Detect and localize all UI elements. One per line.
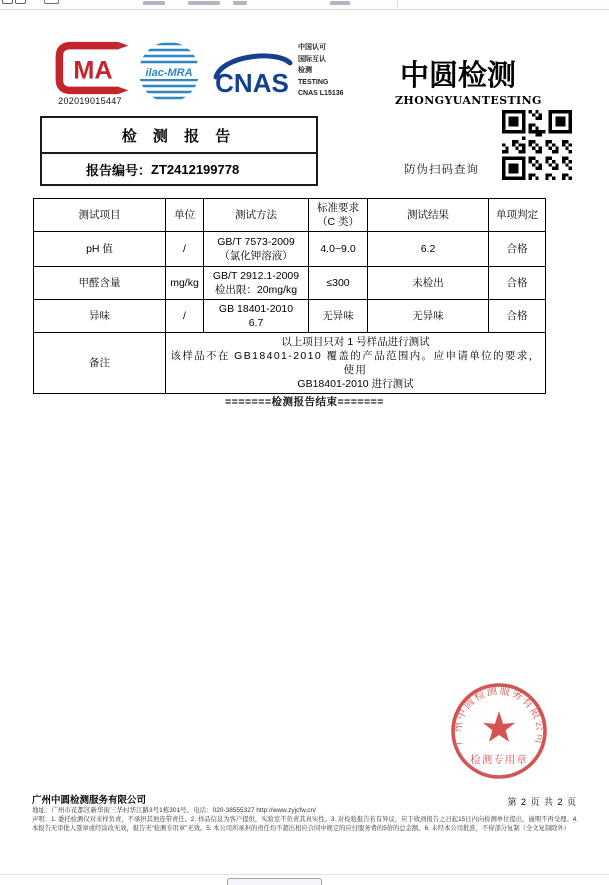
toolbar-page-icon[interactable]: [2, 0, 13, 4]
ilac-mra-label: ilac-MRA: [145, 67, 193, 79]
cell-item: 甲醛含量: [34, 267, 166, 300]
footer-company-name: 广州中圆检测服务有限公司: [32, 795, 147, 806]
stamp-center-label: 检测专用章: [470, 754, 528, 766]
qr-caption: 防伪扫码查询: [404, 164, 479, 176]
accreditation-line: CNAS L15136: [298, 90, 344, 97]
toolbar-label-fragment[interactable]: [143, 1, 165, 5]
cell-verdict: 合格: [489, 267, 546, 300]
remark-line: 该样品不在 GB18401-2010 覆盖的产品范围内。应申请单位的要求，使用: [170, 350, 541, 376]
remark-row: [34, 333, 546, 394]
accreditation-text: [298, 42, 344, 100]
table-row: [34, 300, 546, 333]
cma-cert-number: 202019015447: [58, 96, 122, 106]
floating-toolbar-clipped[interactable]: [227, 878, 322, 885]
cell-method: [204, 300, 309, 333]
cell-result: 6.2: [368, 232, 489, 267]
cell-requirement: 4.0~9.0: [309, 232, 368, 267]
report-number-label: 报告编号：: [86, 162, 152, 178]
cell-verdict: 合格: [489, 232, 546, 267]
method-line: 6.7: [248, 317, 264, 329]
accreditation-line: 国际互认: [298, 55, 326, 63]
col-header-method: 测试方法: [204, 199, 309, 232]
cnas-letters: CNAS: [215, 68, 289, 98]
cell-method: [204, 267, 309, 300]
cell-item: pH 值: [34, 232, 166, 267]
method-line: GB/T 2912.1-2009: [212, 270, 300, 282]
table-row: [34, 232, 546, 267]
accreditation-line: TESTING: [298, 78, 329, 86]
cell-item: 异味: [34, 300, 166, 333]
footer-page-info: 第 2 页 共 2 页: [507, 797, 577, 807]
company-name-en: ZHONGYUANTESTING: [395, 94, 542, 107]
report-end-marker: =======检测报告结束=======: [225, 396, 384, 408]
report-number-row: [42, 154, 316, 184]
stamp-star-icon: [483, 711, 515, 742]
cell-method: [204, 232, 309, 267]
cma-letters: MA: [73, 56, 113, 85]
report-number: ZT2412199778: [151, 161, 240, 177]
stamp-ring-text: 广州中圆检测服务有限公司: [451, 684, 547, 747]
method-line: GB/T 7573-2009: [217, 236, 295, 248]
cell-verdict: 合格: [489, 300, 546, 333]
results-table: [33, 198, 545, 394]
col-header-result: 测试结果: [368, 199, 489, 232]
cell-requirement: 无异味: [309, 300, 368, 333]
toolbar-thumbnail-icon[interactable]: [44, 0, 59, 4]
method-line: （氯化钾溶液）: [219, 250, 293, 262]
page-bottom-edge: [0, 874, 609, 875]
col-header-item: 测试项目: [34, 199, 166, 232]
requirement-line2: （C 类）: [317, 216, 359, 228]
toolbar-page-icon[interactable]: [15, 0, 26, 4]
remark-label: 备注: [34, 333, 166, 394]
cell-result: 未检出: [368, 267, 489, 300]
method-line: 检出限：20mg/kg: [214, 284, 298, 296]
accreditation-line: 检测: [298, 67, 312, 74]
cell-unit: /: [166, 300, 204, 333]
toolbar-divider: [397, 0, 398, 9]
toolbar-label-fragment[interactable]: [233, 1, 247, 5]
col-header-verdict: 单项判定: [489, 199, 546, 232]
cell-result: 无异味: [368, 300, 489, 333]
remark-line: 以上项目只对 1 号样品进行测试: [281, 336, 430, 348]
toolbar-label-fragment[interactable]: [188, 1, 220, 5]
cell-requirement: ≤300: [309, 267, 368, 300]
cma-logo: [52, 40, 132, 101]
requirement-line1: 标准要求: [317, 202, 359, 214]
table-row: [34, 267, 546, 300]
company-name-cn: 中圆检测: [399, 58, 516, 92]
footer-address: 地址：广州市花都区新华街三华村华江路3号1栋301号，电话：020-38555327 http://www.zyjcfw.cn/: [32, 807, 316, 814]
col-header-requirement: [309, 199, 368, 232]
remark-line: GB18401-2010 进行测试: [297, 378, 414, 390]
cell-unit: mg/kg: [166, 267, 204, 300]
viewer-toolbar[interactable]: [0, 0, 609, 10]
ilac-mra-logo: [137, 40, 201, 109]
qr-code: [502, 110, 572, 180]
col-header-unit: 单位: [166, 199, 204, 232]
toolbar-label-fragment[interactable]: [330, 1, 350, 5]
report-title: 检 测 报 告: [42, 118, 316, 154]
method-line: GB 18401-2010: [218, 303, 294, 315]
report-title-box: [40, 116, 318, 186]
accreditation-line: 中国认可: [298, 44, 326, 51]
cnas-logo: [209, 50, 295, 103]
company-stamp: [449, 681, 549, 781]
footer-disclaimer: 声明：1. 委托检测仅对来样负责，不承担其他连带责任。2. 样品信息为客户提供，实验室不负责其真实性。3. 对检验报告若有异议，应于收到报告之日起15日内向检测单位提出，逾期不再受理。4. 本报告无审批人签章或经涂改无效，报告无“检测专用章”无效。5. 本公司所承担的责任均不超出相应合同中规定的应付服务费的5倍的总金额。6. 未经本公司批准，不得部分复制（全文复制除外）: [32, 816, 578, 833]
cell-unit: /: [166, 232, 204, 267]
remark-content: [166, 333, 546, 394]
